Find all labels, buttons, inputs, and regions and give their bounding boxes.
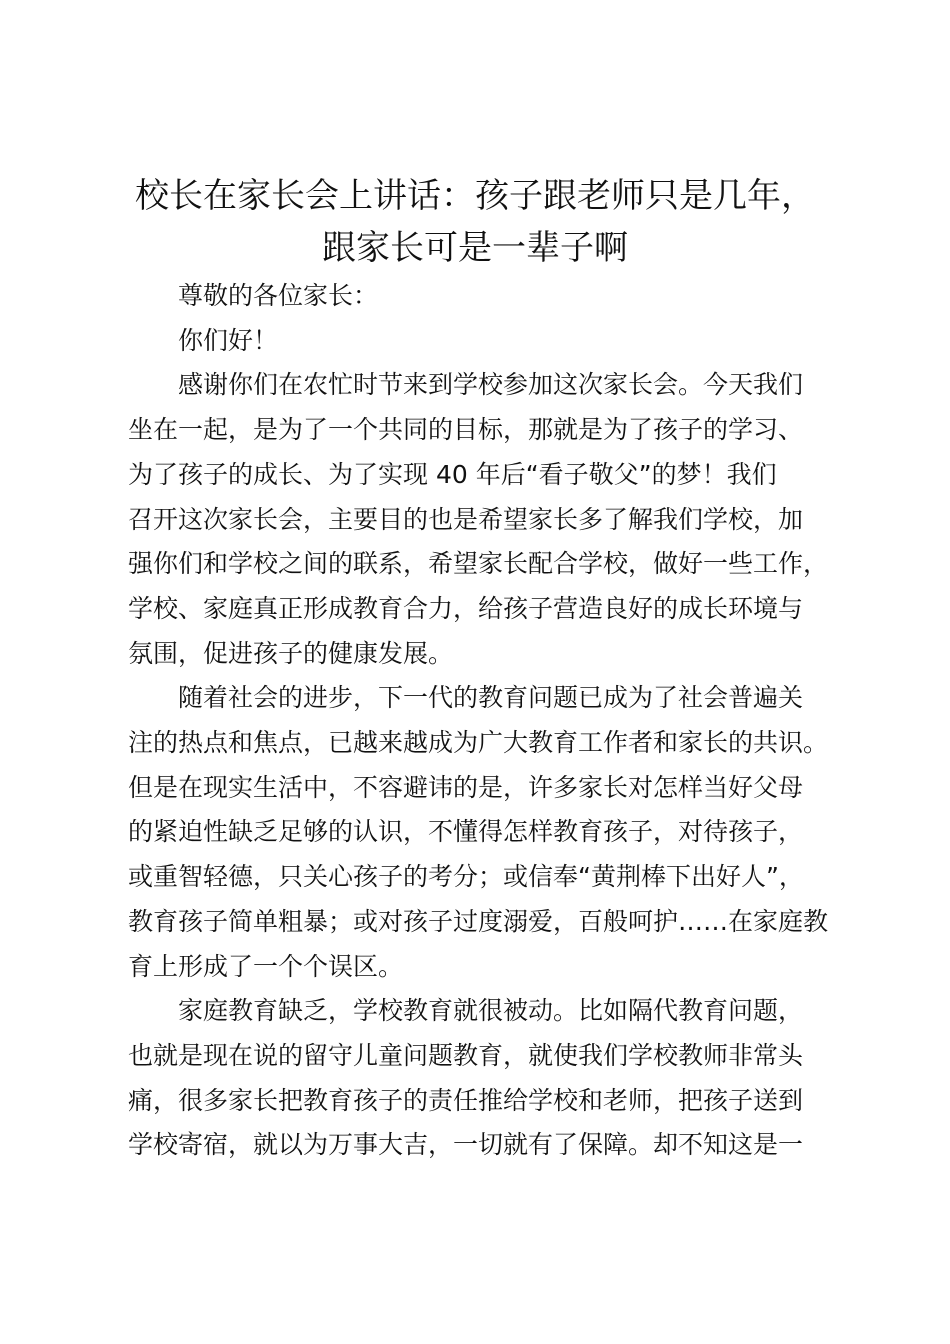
title-line-2: 跟家长可是一辈子啊 <box>322 228 628 268</box>
document-body <box>128 274 848 1168</box>
text-line: 痛，很多家长把教育孩子的责任推给学校和老师，把孩子送到 <box>128 1085 804 1115</box>
paragraph-family-education <box>128 989 848 1168</box>
text-line: 但是在现实生活中，不容避讳的是，许多家长对怎样当好父母 <box>128 772 804 802</box>
text-line: 家庭教育缺乏，学校教育就很被动。比如隔代教育问题， <box>178 996 804 1026</box>
text-line: 强你们和学校之间的联系，希望家长配合学校，做好一些工作， <box>128 549 829 579</box>
paragraph-society <box>128 676 848 989</box>
text-line: 随着社会的进步，下一代的教育问题已成为了社会普遍关 <box>178 683 804 713</box>
salutation <box>128 274 848 319</box>
text-line: 教育孩子简单粗暴；或对孩子过度溺爱，百般呵护……在家庭教 <box>128 906 829 936</box>
text-line: 注的热点和焦点，已越来越成为广大教育工作者和家长的共识。 <box>128 728 829 758</box>
text-line: 你们好！ <box>178 325 279 355</box>
text-line: 坐在一起，是为了一个共同的目标，那就是为了孩子的学习、 <box>128 415 804 445</box>
text-line: 感谢你们在农忙时节来到学校参加这次家长会。今天我们 <box>178 370 804 400</box>
title-line-1: 校长在家长会上讲话：孩子跟老师只是几年， <box>135 176 815 216</box>
text-line: 尊敬的各位家长： <box>178 281 379 310</box>
text-line: 也就是现在说的留守儿童问题教育，就使我们学校教师非常头 <box>128 1040 804 1070</box>
greeting <box>128 319 848 364</box>
text-line: 或重智轻德，只关心孩子的考分；或信奉“黄荆棒下出好人”， <box>128 862 804 892</box>
text-line: 的紧迫性缺乏足够的认识，不懂得怎样教育孩子，对待孩子， <box>128 817 804 847</box>
text-line: 氛围，促进孩子的健康发展。 <box>128 638 454 668</box>
document-title <box>110 170 840 274</box>
paragraph-thanks <box>128 363 848 676</box>
text-line: 育上形成了一个个误区。 <box>128 951 404 981</box>
text-line: 召开这次家长会，主要目的也是希望家长多了解我们学校，加 <box>128 504 804 534</box>
text-line: 学校、家庭真正形成教育合力，给孩子营造良好的成长环境与 <box>128 593 804 623</box>
text-line: 为了孩子的成长、为了实现 40 年后“看子敬父”的梦！我们 <box>128 459 777 489</box>
text-line: 学校寄宿，就以为万事大吉，一切就有了保障。却不知这是一 <box>128 1130 804 1160</box>
